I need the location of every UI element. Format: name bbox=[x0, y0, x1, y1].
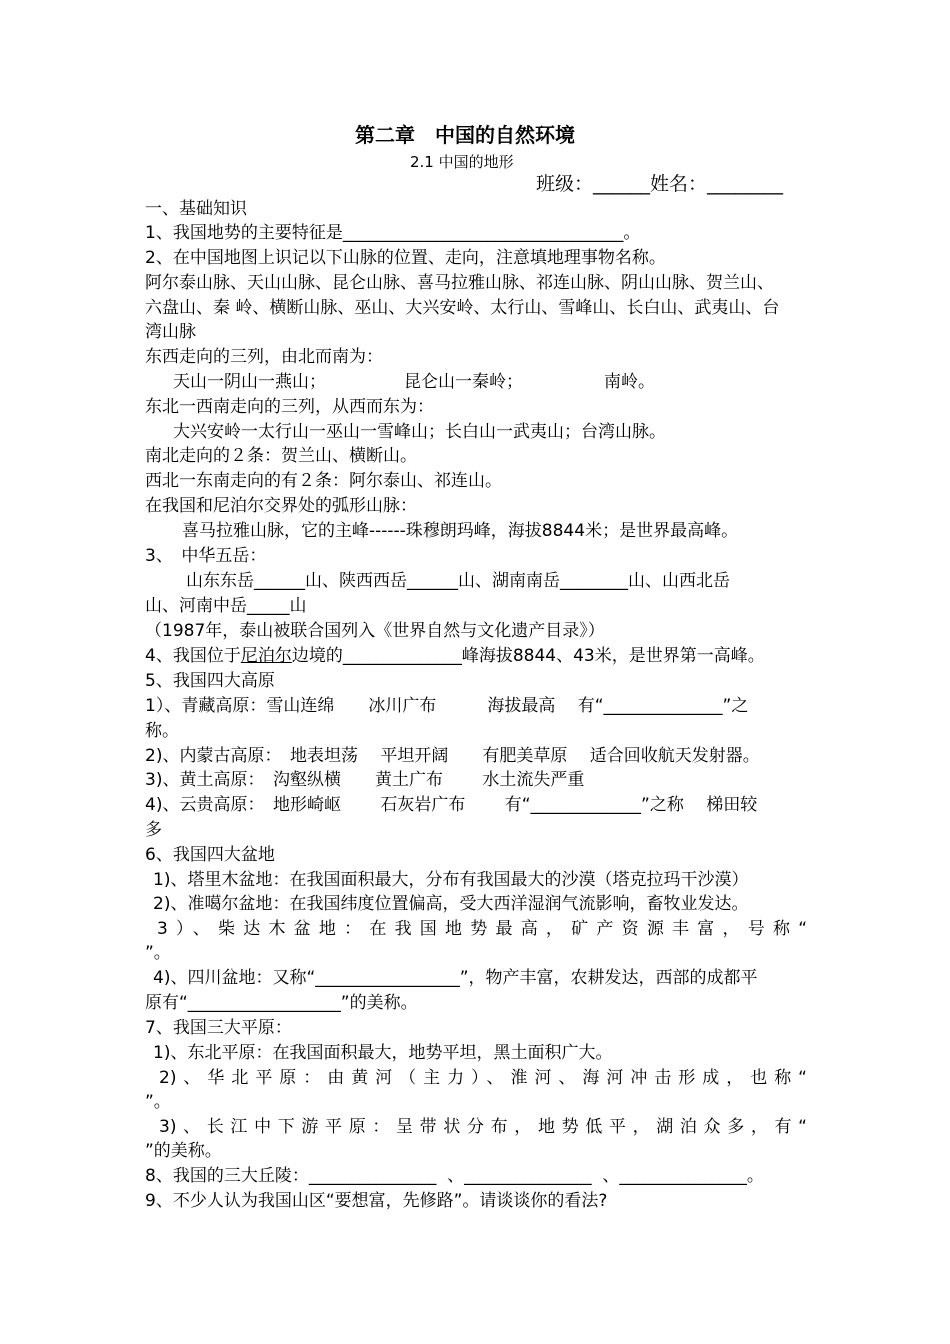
east-west-row-3: 南岭。 bbox=[604, 372, 655, 392]
mountain-list-line-2: 六盘山、秦 岭、横断山脉、巫山、大兴安岭、太行山、雪峰山、长白山、武夷山、台 bbox=[145, 298, 780, 318]
taishan-note: （1987年，泰山被联合国列入《世界自然与文化遗产目录》） bbox=[145, 621, 605, 641]
basin-2: 2)、准噶尔盆地：在我国纬度位置偏高，受大西洋湿润气流影响，畜牧业发达。 bbox=[153, 894, 749, 914]
plateau-1-line-1: 1）、青藏高原：雪山连绵 冰川广布 海拔最高 有“______________”之 bbox=[145, 696, 749, 716]
mountain-list-line-3: 湾山脉 bbox=[145, 322, 196, 342]
northwest-line: 西北一东南走向的有２条：阿尔泰山、祁连山。 bbox=[145, 471, 502, 491]
plateau-4-line-1: 4)、云贵高原： 地形崎岖 石灰岩广布 有“_____________”之称 梯田较 bbox=[145, 795, 758, 815]
himalaya-line: 喜马拉雅山脉，它的主峰------珠穆朗玛峰，海拔8844米；是世界最高峰。 bbox=[182, 521, 739, 541]
east-west-heading: 东西走向的三列，由北而南为： bbox=[145, 347, 383, 367]
five-mountains-line-2: 山、河南中岳_____山 bbox=[145, 596, 307, 616]
northeast-heading: 东北一西南走向的三列，从西而东为： bbox=[145, 397, 434, 417]
plain-2-line-2: ”。 bbox=[145, 1092, 171, 1112]
question-6: 6、我国四大盆地 bbox=[145, 845, 275, 865]
basin-3-line-1: 3）、柴达木盆地：在我国地势最高，矿产资源丰富，号称“ bbox=[157, 919, 807, 939]
basin-3-line-2: ”。 bbox=[145, 943, 171, 963]
plateau-2: 2)、内蒙古高原： 地表坦荡 平坦开阔 有肥美草原 适合回收航天发射器。 bbox=[145, 746, 760, 766]
question-4-part-a: 4、我国位于 bbox=[145, 646, 241, 666]
plain-2-line-1: 2)、华北平原：由黄河（主力）、淮河、海河冲击形成，也称“ bbox=[159, 1068, 807, 1088]
east-west-row-2: 昆仑山一秦岭； bbox=[404, 372, 523, 392]
question-3: 3、 中华五岳： bbox=[145, 546, 267, 566]
plateau-4-line-2: 多 bbox=[145, 820, 162, 840]
section-subtitle: 2.1 中国的地形 bbox=[410, 153, 514, 171]
question-7: 7、我国三大平原： bbox=[145, 1018, 292, 1038]
basin-4-line-2: 原有“__________________”的美称。 bbox=[145, 993, 418, 1013]
question-9: 9、不少人认为我国山区“要想富，先修路”。请谈谈你的看法? bbox=[145, 1191, 608, 1211]
north-south-line: 南北走向的２条：贺兰山、横断山。 bbox=[145, 446, 417, 466]
east-west-row-1: 天山一阴山一燕山； bbox=[173, 372, 326, 392]
question-4-part-c: 边境的______________峰海拔8844、43米，是世界第一高峰。 bbox=[291, 646, 765, 666]
chapter-title: 第二章 中国的自然环境 bbox=[355, 123, 575, 147]
plateau-3: 3)、黄土高原： 沟壑纵横 黄土广布 水土流失严重 bbox=[145, 770, 585, 790]
plain-1: 1)、东北平原：在我国面积最大，地势平坦，黑土面积广大。 bbox=[153, 1043, 613, 1063]
section-basic-knowledge: 一、基础知识 bbox=[145, 199, 247, 219]
question-4 bbox=[145, 645, 765, 667]
question-5: 5、我国四大高原 bbox=[145, 671, 275, 691]
question-1: 1、我国地势的主要特征是_________________________________。 bbox=[145, 223, 641, 243]
mountain-list-line-1: 阿尔泰山脉、天山山脉、昆仑山脉、喜马拉雅山脉、祁连山脉、阴山山脉、贺兰山、 bbox=[145, 273, 774, 293]
class-name-line: 班级：______姓名：________ bbox=[536, 173, 784, 195]
nepal-underlined: 尼泊尔 bbox=[240, 646, 292, 666]
basin-1: 1)、塔里木盆地：在我国面积最大，分布有我国最大的沙漠（塔克拉玛干沙漠） bbox=[153, 870, 749, 890]
northeast-line: 大兴安岭一太行山一巫山一雪峰山；长白山一武夷山；台湾山脉。 bbox=[173, 422, 666, 442]
question-2: 2、在中国地图上识记以下山脉的位置、走向，注意填地理事物名称。 bbox=[145, 248, 666, 268]
plain-3-line-1: 3)、长江中下游平原：呈带状分布，地势低平，湖泊众多，有“ bbox=[159, 1117, 807, 1137]
plateau-1-line-2: 称。 bbox=[145, 721, 179, 741]
arc-mountain-heading: 在我国和尼泊尔交界处的弧形山脉： bbox=[145, 496, 417, 516]
question-8: 8、我国的三大丘陵：_______________ 、_______________ 、_______________。 bbox=[145, 1166, 764, 1186]
five-mountains-line-1: 山东东岳______山、陕西西岳______山、湖南南岳________山、山西北岳 bbox=[186, 571, 730, 591]
plain-3-line-2: ”的美称。 bbox=[145, 1141, 222, 1161]
basin-4-line-1: 4)、四川盆地：又称“_________________”，物产丰富，农耕发达，西部的成都平 bbox=[153, 968, 758, 988]
